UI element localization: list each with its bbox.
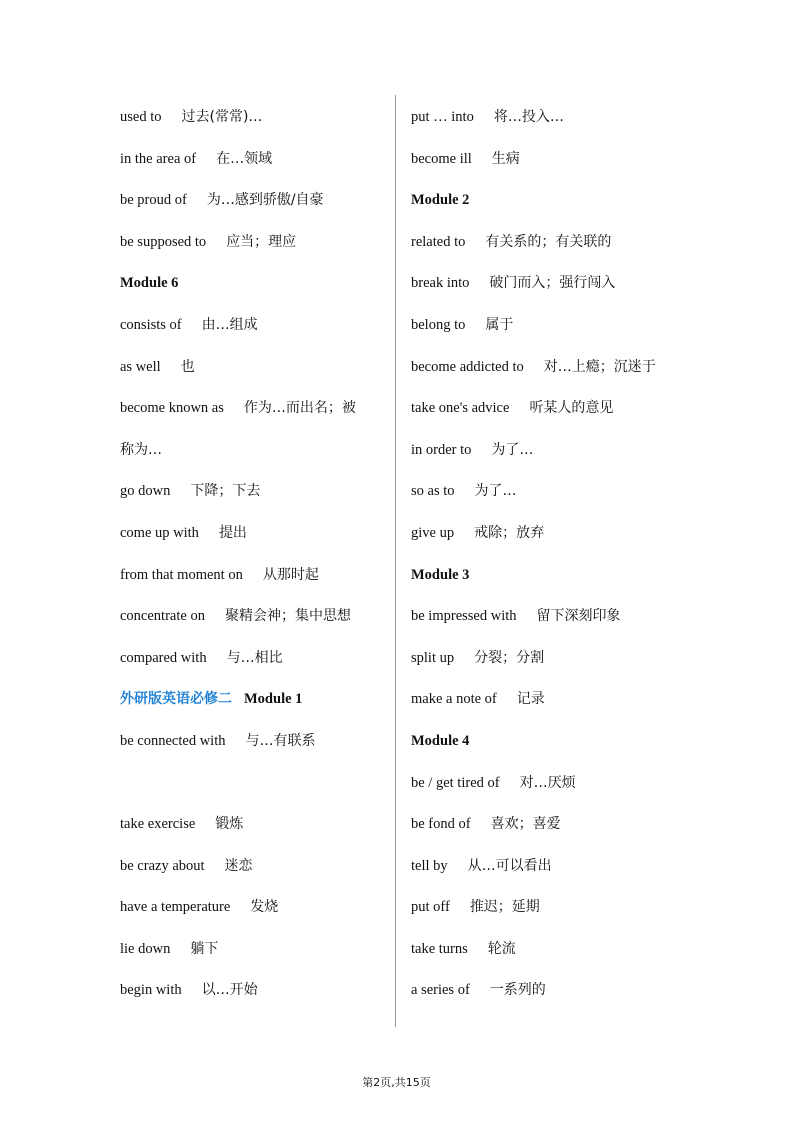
phrase-chinese: 作为…而出名；被: [243, 400, 356, 417]
phrase-english: from that moment on: [120, 566, 243, 583]
phrase-english: lie down: [120, 940, 171, 957]
phrase-chinese: 在…领域: [216, 150, 273, 167]
phrase-english: be connected with: [120, 732, 226, 749]
vocab-entry: [120, 813, 390, 855]
vocab-entry: [120, 938, 390, 980]
vocab-entry: [411, 397, 701, 439]
vocab-entry: [411, 522, 701, 564]
phrase-chinese: 下降；下去: [190, 483, 261, 500]
phrase-english: be supposed to: [120, 233, 207, 250]
vocab-entry: [120, 605, 390, 647]
phrase-chinese: 生病: [491, 150, 520, 167]
section-heading: [411, 189, 701, 231]
phrase-english: be impressed with: [411, 608, 517, 625]
phrase-english: Module 3: [411, 566, 470, 583]
phrase-chinese: 过去(常常)…: [181, 109, 263, 125]
vocab-entry: [120, 855, 390, 897]
phrase-english: be proud of: [120, 192, 187, 209]
phrase-english: a series of: [411, 982, 470, 999]
phrase-chinese: 听某人的意见: [529, 400, 614, 417]
phrase-english: concentrate on: [120, 608, 205, 625]
vocab-entry: [120, 189, 390, 231]
vocab-entry: [120, 106, 390, 148]
phrase-english: put … into: [411, 109, 474, 125]
vocab-entry: [120, 356, 390, 398]
phrase-english: give up: [411, 524, 455, 541]
vocab-entry: [120, 231, 390, 273]
phrase-chinese: 为了…: [491, 441, 534, 458]
phrase-english: put off: [411, 899, 450, 916]
phrase-english: used to: [120, 109, 162, 125]
vocab-entry: [120, 480, 390, 522]
phrase-english: become known as: [120, 400, 224, 417]
vocab-entry: [411, 356, 701, 398]
phrase-chinese: 喜欢；喜爱: [490, 816, 561, 833]
vocab-entry: [411, 688, 701, 730]
phrase-english: break into: [411, 275, 470, 292]
phrase-chinese: 对…上瘾；沉迷于: [543, 358, 656, 375]
phrase-chinese: 聚精会神；集中思想: [224, 608, 351, 625]
phrase-english: in the area of: [120, 150, 197, 167]
phrase-english: so as to: [411, 483, 455, 500]
phrase-english: have a temperature: [120, 899, 231, 916]
phrase-chinese: 以…开始: [201, 982, 258, 999]
vocab-entry: [120, 647, 390, 689]
phrase-chinese: 锻炼: [215, 816, 244, 833]
phrase-chinese: 一系列的: [489, 982, 546, 999]
vocab-entry: [120, 522, 390, 564]
phrase-english: go down: [120, 483, 171, 500]
phrase-chinese: 破门而入；强行闯入: [489, 275, 616, 292]
phrase-english: begin with: [120, 982, 182, 999]
vocab-entry: [411, 813, 701, 855]
phrase-chinese: 轮流: [487, 940, 516, 957]
vocab-entry: [120, 896, 390, 938]
vocab-entry: [411, 647, 701, 689]
vocab-entry: [120, 564, 390, 606]
vocab-entry: [411, 314, 701, 356]
phrase-english: make a note of: [411, 691, 497, 708]
right-column: [411, 106, 701, 1021]
vocab-entry: [120, 979, 390, 1021]
phrase-english: take turns: [411, 940, 468, 957]
phrase-chinese: 将…投入…: [493, 109, 564, 125]
phrase-english: Module 2: [411, 192, 470, 209]
phrase-chinese: 记录: [516, 691, 545, 708]
phrase-chinese: 也: [180, 358, 195, 375]
vocab-entry: [411, 605, 701, 647]
phrase-english: related to: [411, 233, 466, 250]
page-number: 第2页,共15页: [362, 1076, 431, 1089]
vocab-entry: [411, 938, 701, 980]
phrase-english: be / get tired of: [411, 774, 500, 791]
vocab-entry: [411, 896, 701, 938]
vocab-entry: [411, 772, 701, 814]
phrase-english: as well: [120, 358, 161, 375]
phrase-english: become ill: [411, 150, 472, 167]
section-heading: [411, 730, 701, 772]
phrase-chinese: 躺下: [190, 940, 219, 957]
phrase-chinese: 戒除；放弃: [474, 524, 545, 541]
vocab-entry: [411, 979, 701, 1021]
phrase-english: in order to: [411, 441, 472, 458]
column-divider: [395, 95, 396, 1027]
phrase-chinese: 从那时起: [262, 566, 319, 583]
vocab-entry: [120, 148, 390, 190]
vocab-entry: [411, 106, 701, 148]
phrase-english: be fond of: [411, 816, 471, 833]
phrase-chinese: 与…有联系: [245, 732, 316, 749]
phrase-chinese: 迷恋: [224, 857, 253, 874]
section-heading: [120, 688, 390, 730]
vocab-entry: [411, 439, 701, 481]
phrase-chinese: 为…感到骄傲/自豪: [206, 192, 324, 209]
phrase-english: tell by: [411, 857, 448, 874]
phrase-english: come up with: [120, 524, 199, 541]
vocab-entry: [411, 148, 701, 190]
phrase-english: Module 6: [120, 275, 179, 292]
phrase-chinese: 有关系的；有关联的: [485, 233, 612, 250]
phrase-english: take one's advice: [411, 400, 510, 417]
phrase-chinese: 从…可以看出: [467, 857, 552, 874]
phrase-chinese: 与…相比: [226, 649, 283, 666]
phrase-chinese: 为了…: [474, 483, 517, 500]
phrase-english: consists of: [120, 316, 182, 333]
vocab-entry: [120, 397, 390, 439]
phrase-english: be crazy about: [120, 857, 205, 874]
phrase-chinese: 发烧: [250, 899, 279, 916]
phrase-chinese: 属于: [485, 316, 514, 333]
phrase-english: become addicted to: [411, 358, 524, 375]
vocab-entry: [411, 272, 701, 314]
phrase-english: belong to: [411, 316, 466, 333]
phrase-chinese: 留下深刻印象: [536, 608, 621, 625]
phrase-chinese: 分裂；分割: [474, 649, 545, 666]
phrase-english: take exercise: [120, 816, 196, 833]
left-column: [120, 106, 390, 1021]
vocab-entry: [120, 439, 390, 481]
section-heading: [120, 272, 390, 314]
phrase-chinese: 提出: [218, 524, 247, 541]
vocab-entry: [120, 314, 390, 356]
vocab-entry: [120, 772, 390, 814]
vocab-entry: [120, 730, 390, 772]
section-heading: [411, 564, 701, 606]
phrase-chinese: 应当；理应: [226, 233, 297, 250]
phrase-chinese: 推迟；延期: [469, 899, 540, 916]
phrase-chinese: 由…组成: [201, 316, 258, 333]
phrase-chinese: 称为…: [120, 441, 162, 458]
phrase-chinese: Module 1: [244, 691, 303, 708]
phrase-english: compared with: [120, 649, 207, 666]
phrase-english: Module 4: [411, 732, 470, 749]
phrase-english: 外研版英语必修二: [120, 691, 232, 708]
phrase-chinese: 对…厌烦: [519, 774, 576, 791]
vocab-entry: [411, 231, 701, 273]
phrase-english: split up: [411, 649, 455, 666]
vocab-entry: [411, 480, 701, 522]
vocab-entry: [411, 855, 701, 897]
